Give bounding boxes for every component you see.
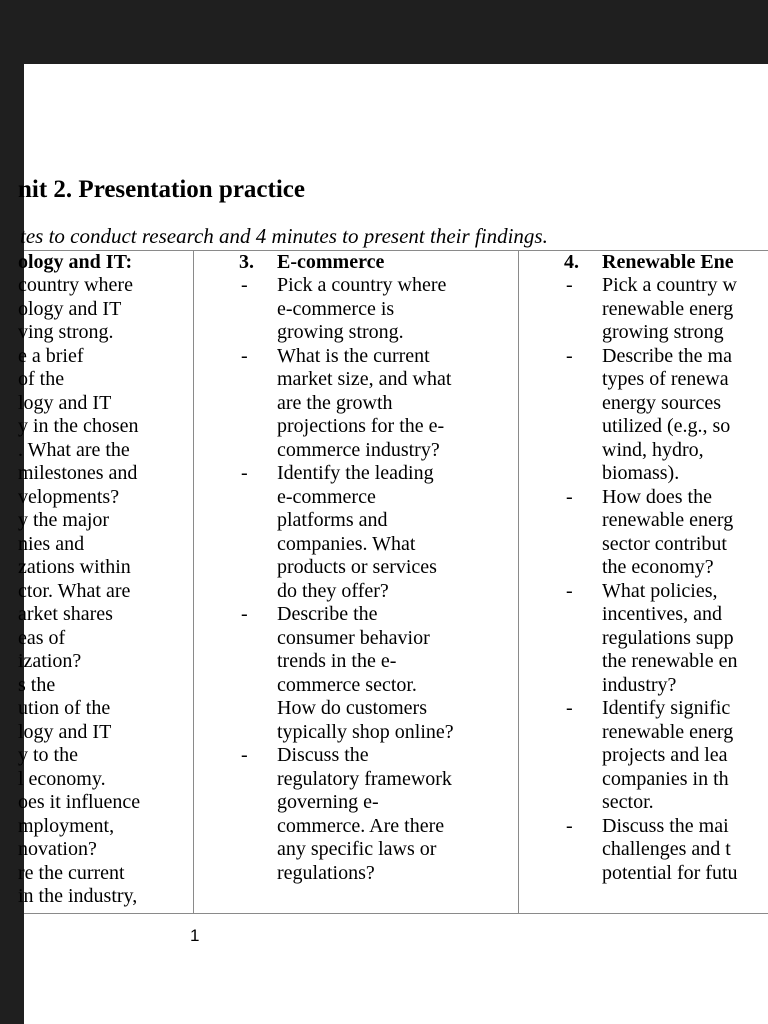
bullet-text: What is the current [277, 344, 430, 367]
text-line [277, 392, 454, 416]
bullet-dash: - [241, 274, 248, 296]
page-number: 1 [190, 926, 200, 945]
bullet-item [566, 344, 738, 369]
text-line [602, 838, 738, 862]
text-line [602, 415, 738, 439]
text-line: arket shares [18, 603, 113, 625]
bullet-text: projections for the e- [277, 415, 445, 437]
bullet-text: Discuss the mai [602, 814, 729, 837]
bullet-text: regulations supp [602, 626, 734, 649]
bullet-item [566, 814, 738, 839]
text-line [602, 368, 738, 392]
document-page [18, 64, 768, 1024]
bullet-dash: - [241, 462, 248, 484]
bullet-text: biomass). [602, 462, 680, 484]
text-line [602, 439, 738, 463]
text-line: zations within [18, 556, 131, 578]
bullet-item [241, 462, 454, 486]
text-line: l economy. [18, 767, 106, 790]
text-line [602, 650, 738, 674]
bullet-text: products or services [277, 556, 437, 578]
text-line [277, 298, 454, 322]
bullet-text: are the growth [277, 391, 393, 414]
text-line [277, 650, 454, 674]
bullet-text: growing strong [602, 321, 724, 343]
text-line [602, 744, 738, 768]
text-line [277, 321, 454, 345]
text-line [602, 768, 738, 792]
instructions-text: tes to conduct research and 4 minutes to present their findings. [20, 224, 548, 248]
bullet-text: the renewable en [602, 650, 738, 672]
text-line [602, 862, 738, 886]
bullet-text: energy sources [602, 391, 722, 414]
text-line: mployment, [18, 814, 115, 837]
column-body-ecommerce [241, 274, 454, 885]
text-line: ology and IT [18, 297, 122, 320]
column-body-renewable [566, 274, 738, 885]
viewer-top-bar [0, 0, 768, 64]
bullet-text: renewable energ [602, 297, 734, 320]
table-bottom-border [24, 913, 768, 914]
bullet-text: How does the [602, 485, 712, 508]
bullet-text: consumer behavior [277, 626, 430, 649]
bullet-text: companies in th [602, 767, 729, 790]
bullet-text: platforms and [277, 509, 388, 531]
bullet-text: utilized (e.g., so [602, 415, 731, 437]
text-line [277, 768, 454, 792]
bullet-dash: - [566, 579, 573, 602]
column-heading-ecommerce [239, 250, 454, 274]
text-line [277, 627, 454, 651]
bullet-text: growing strong. [277, 321, 404, 343]
bullet-text: e-commerce is [277, 297, 395, 320]
column-body-technology [18, 274, 140, 909]
bullet-text: Describe the ma [602, 344, 732, 367]
bullet-text: trends in the e- [277, 650, 397, 672]
text-line [602, 603, 738, 627]
text-line: ization? [18, 650, 82, 672]
text-line: in the industry, [18, 885, 138, 907]
text-line [277, 791, 454, 815]
text-line [602, 627, 738, 651]
text-line [602, 298, 738, 322]
table-column-technology [18, 250, 140, 909]
column-title: Renewable Ene [602, 251, 734, 273]
text-line [602, 533, 738, 557]
bullet-text: What policies, [602, 579, 718, 602]
bullet-text: companies. What [277, 532, 416, 555]
text-line: e a brief [18, 344, 84, 367]
bullet-text: the economy? [602, 556, 714, 578]
text-line [277, 815, 454, 839]
bullet-text: renewable energ [602, 509, 734, 531]
bullet-text: Identify the leading [277, 462, 434, 484]
text-line: re the current [18, 861, 125, 884]
text-line: y to the [18, 744, 78, 766]
bullet-item [241, 744, 454, 768]
bullet-text: regulations? [277, 861, 375, 884]
bullet-text: types of renewa [602, 368, 729, 390]
bullet-text: wind, hydro, [602, 438, 704, 461]
bullet-dash: - [241, 744, 248, 766]
text-line: s the [18, 673, 56, 696]
text-line [602, 392, 738, 416]
text-line: milestones and [18, 462, 138, 484]
text-line: logy and IT [18, 720, 112, 743]
bullet-text: do they offer? [277, 579, 389, 602]
bullet-text: incentives, and [602, 603, 722, 625]
column-heading-renewable [564, 250, 738, 274]
bullet-dash: - [566, 274, 573, 296]
text-line [277, 697, 454, 721]
text-line: ution of the [18, 697, 111, 719]
bullet-text: governing e- [277, 791, 379, 813]
text-line: . What are the [18, 438, 130, 461]
bullet-text: commerce. Are there [277, 814, 445, 837]
text-line: nies and [18, 532, 85, 555]
text-line [277, 486, 454, 510]
bullet-text: sector. [602, 791, 654, 813]
text-line [277, 415, 454, 439]
bullet-item [566, 485, 738, 510]
table-divider-2 [518, 250, 519, 914]
bullet-text: renewable energ [602, 720, 734, 743]
text-line [277, 580, 454, 604]
text-line [602, 321, 738, 345]
bullet-text: potential for futu [602, 861, 738, 884]
bullet-dash: - [566, 344, 573, 367]
bullet-item [241, 603, 454, 627]
bullet-text: market size, and what [277, 368, 452, 390]
bullet-item [566, 274, 738, 298]
text-line [277, 509, 454, 533]
text-line [602, 462, 738, 486]
bullet-dash: - [566, 814, 573, 837]
text-line [277, 556, 454, 580]
bullet-text: e-commerce [277, 485, 376, 508]
bullet-text: Identify signific [602, 697, 731, 719]
bullet-text: industry? [602, 673, 677, 696]
bullet-dash: - [566, 485, 573, 508]
column-title: E-commerce [277, 251, 385, 273]
text-line: eas of [18, 626, 66, 649]
text-line [277, 721, 454, 745]
bullet-text: How do customers [277, 697, 427, 719]
bullet-item [241, 274, 454, 298]
text-line [602, 556, 738, 580]
column-number: 3. [239, 251, 254, 273]
bullet-text: Pick a country where [277, 274, 447, 296]
text-line: y in the chosen [18, 415, 139, 437]
text-line [602, 509, 738, 533]
text-line: ving strong. [18, 321, 114, 343]
bullet-text: sector contribut [602, 532, 727, 555]
bullet-text: commerce industry? [277, 438, 440, 461]
table-column-renewable [564, 250, 738, 885]
text-line: country where [18, 274, 133, 296]
text-line [602, 674, 738, 698]
bullet-item [566, 697, 738, 721]
topics-table [18, 250, 768, 914]
table-column-ecommerce [239, 250, 454, 885]
bullet-text: projects and lea [602, 744, 728, 766]
column-number: 4. [564, 251, 579, 273]
bullet-item [241, 344, 454, 369]
text-line [277, 368, 454, 392]
bullet-text: typically shop online? [277, 720, 454, 743]
text-line [277, 533, 454, 557]
text-line [277, 838, 454, 862]
bullet-text: challenges and t [602, 838, 731, 860]
bullet-text: regulatory framework [277, 767, 452, 790]
text-line [602, 791, 738, 815]
text-line: ctor. What are [18, 579, 131, 602]
text-line [277, 862, 454, 886]
column-heading-technology: ology and IT: [18, 251, 133, 273]
text-line [602, 721, 738, 745]
bullet-text: Discuss the [277, 744, 369, 766]
text-line: novation? [18, 838, 97, 860]
text-line: logy and IT [18, 391, 112, 414]
bullet-text: commerce sector. [277, 673, 417, 696]
bullet-text: Describe the [277, 603, 378, 625]
bullet-dash: - [241, 344, 248, 367]
bullet-dash: - [566, 697, 573, 719]
text-line: of the [18, 368, 65, 390]
text-line: y the major [18, 509, 110, 531]
text-line: velopments? [18, 485, 120, 508]
text-line: oes it influence [18, 791, 141, 813]
bullet-dash: - [241, 603, 248, 625]
page-title: nit 2. Presentation practice [18, 176, 305, 203]
table-divider-1 [193, 250, 194, 914]
text-line [277, 674, 454, 698]
bullet-item [566, 579, 738, 604]
text-line [277, 439, 454, 463]
bullet-text: Pick a country w [602, 274, 737, 296]
bullet-text: any specific laws or [277, 838, 437, 860]
